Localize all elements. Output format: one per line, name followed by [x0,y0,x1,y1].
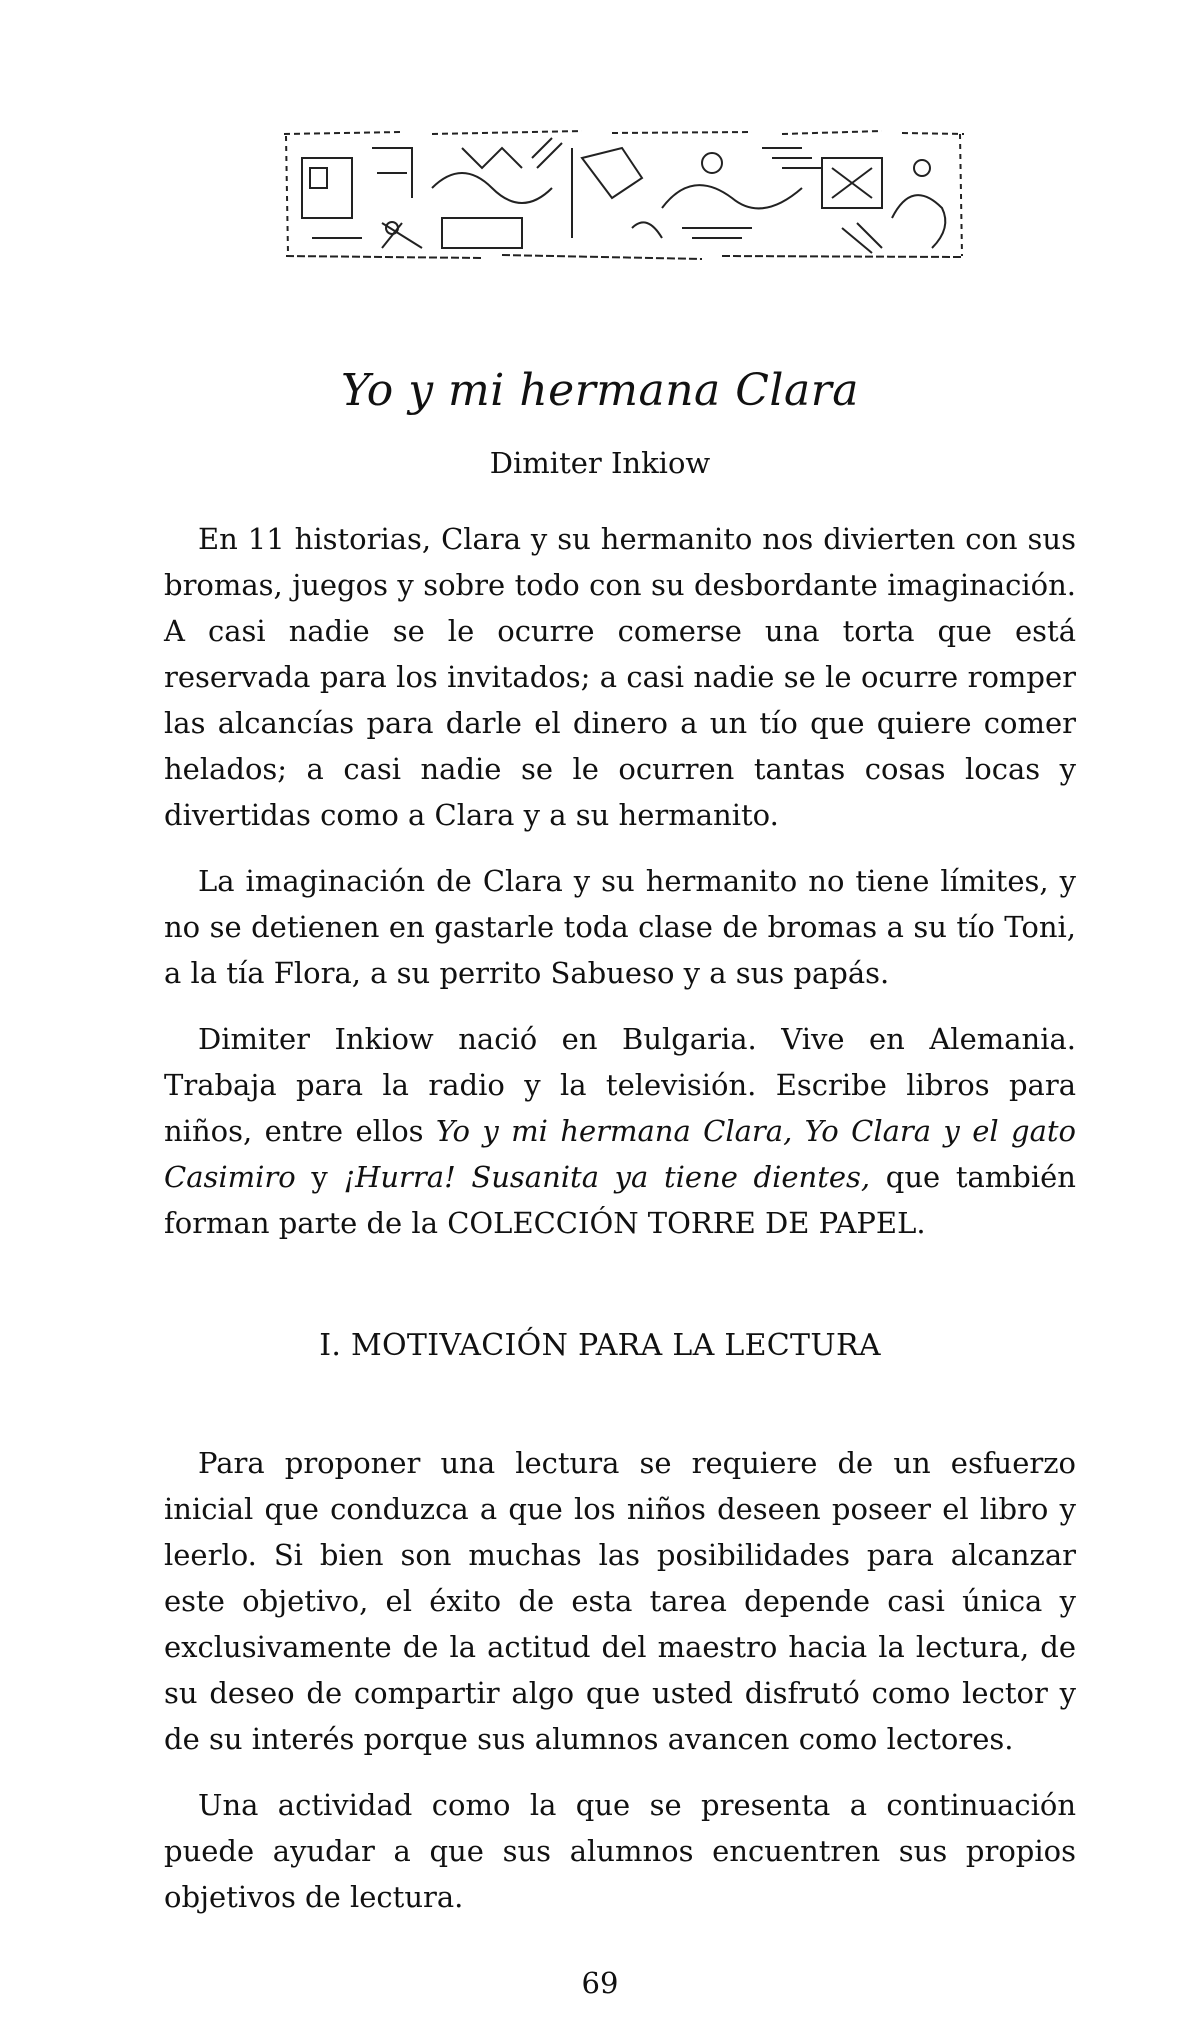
book-reference: Yo y mi hermana Clara, Yo Clara y el gato Casimiro [164,1114,1076,1194]
author-bio-text: Dimiter Inkiow nació en Bulgaria. Vive en Alemania. Trabaja para la radio y la televisión. Escribe libros para niños, entre ellos [164,1022,1076,1148]
summary-paragraph: La imaginación de Clara y su hermanito no tiene límites, y no se detienen en gastarle toda clase de bromas a su tío Toni, a la tía Flora, a su perrito Sabueso y a sus papás. [164,864,1076,990]
page-number: 69 [581,1966,619,2000]
book-author: Dimiter Inkiow [489,446,711,480]
book-summary [164,516,1076,1266]
author-bio-paragraph [164,1016,1076,1246]
section-paragraph: Para proponer una lectura se requiere de un esfuerzo inicial que conduzca a que los niños deseen poseer el libro y leerlo. Si bien son muchas las posibilidades para alcanzar este objetivo, el éxito de esta tarea depende casi única y exclusivamente de la actitud del maestro hacia la lectura, de su deseo de compartir algo que usted disfrutó como lector y de su interés porque sus alumnos avancen como lectores. [164,1446,1076,1756]
summary-paragraph: En 11 historias, Clara y su hermanito nos divierten con sus bromas, juegos y sobre todo con su desbordante imaginación. A casi nadie se le ocurre comerse una torta que está reservada para los invitados; a casi nadie se le ocurre romper las alcancías para darle el dinero a un tío que quiere comer helados; a casi nadie se le ocurren tantas cosas locas y divertidas como a Clara y a su hermanito. [164,522,1076,832]
section-body [164,1440,1076,1940]
section-paragraph: Una actividad como la que se presenta a continuación puede ayudar a que sus alumnos encuentren sus propios objetivos de lectura. [164,1788,1076,1914]
author-bio-text: y [295,1160,344,1194]
author-bio-text: que también forman parte de la COLECCIÓN TORRE DE PAPEL. [164,1160,1076,1240]
book-reference: ¡Hurra! Susanita ya tiene dientes, [343,1160,871,1194]
decorative-illustration-banner [282,128,966,262]
section-heading: I. MOTIVACIÓN PARA LA LECTURA [319,1328,881,1363]
book-title: Yo y mi hermana Clara [341,365,859,416]
